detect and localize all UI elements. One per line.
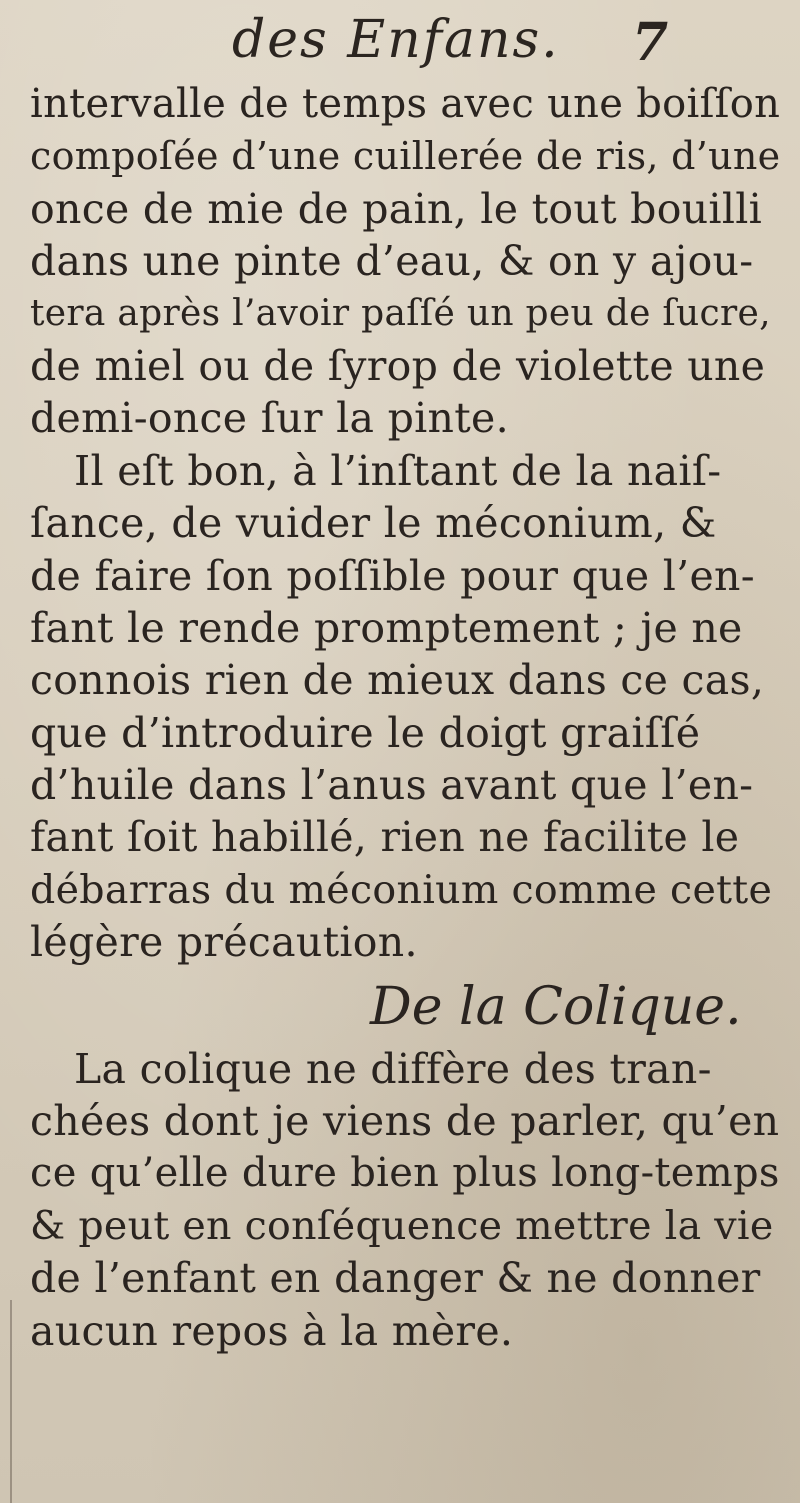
text-line: d’huile dans l’anus avant que l’en- xyxy=(30,761,754,810)
text-line: chées dont je viens de parler, qu’en xyxy=(30,1097,780,1146)
text-line: aucun repos à la mère. xyxy=(30,1306,514,1355)
text-line: once de mie de pain, le tout bouilli xyxy=(30,184,763,233)
text-line: fant ſoit habillé, rien ne facilite le xyxy=(30,813,740,862)
page-edge-shadow xyxy=(0,1300,12,1503)
running-title: des Enfans. xyxy=(232,10,560,70)
text-line: que d’introduire le doigt graiſſé xyxy=(30,708,701,757)
text-line: La colique ne diffère des tran- xyxy=(74,1044,712,1093)
text-line: de miel ou de ſyrop de violette une xyxy=(30,341,766,390)
text-line: Il eſt bon, à l’inſtant de la naiſ- xyxy=(74,446,722,495)
text-line: demi-once ſur la pinte. xyxy=(30,394,509,443)
text-line: compoſée d’une cuillerée de ris, d’une xyxy=(30,134,781,179)
text-line: connois rien de mieux dans ce cas, xyxy=(30,656,765,705)
text-line: intervalle de temps avec une boiſſon xyxy=(30,81,781,127)
text-line: tera après l’avoir paſſé un peu de ſucre, xyxy=(30,292,771,334)
text-line: ſance, de vuider le méconium, & xyxy=(30,499,717,548)
body-text xyxy=(30,78,780,1357)
text-line: dans une pinte d’eau, & on y ajou- xyxy=(30,237,754,286)
text-line: ce qu’elle dure bien plus long-temps xyxy=(30,1150,780,1197)
page-number: 7 xyxy=(632,12,669,73)
text-line: débarras du méconium comme cette xyxy=(30,866,773,913)
running-head xyxy=(0,10,800,80)
section-heading: De la Colique. xyxy=(370,976,742,1037)
text-line: fant le rende promptement ; je ne xyxy=(30,603,743,652)
text-line: & peut en conſéquence mettre la vie xyxy=(30,1202,774,1249)
text-line: de faire ſon poſſible pour que l’en- xyxy=(30,551,755,600)
text-line: de l’enfant en danger & ne donner xyxy=(30,1254,761,1303)
text-line: légère précaution. xyxy=(30,918,418,967)
